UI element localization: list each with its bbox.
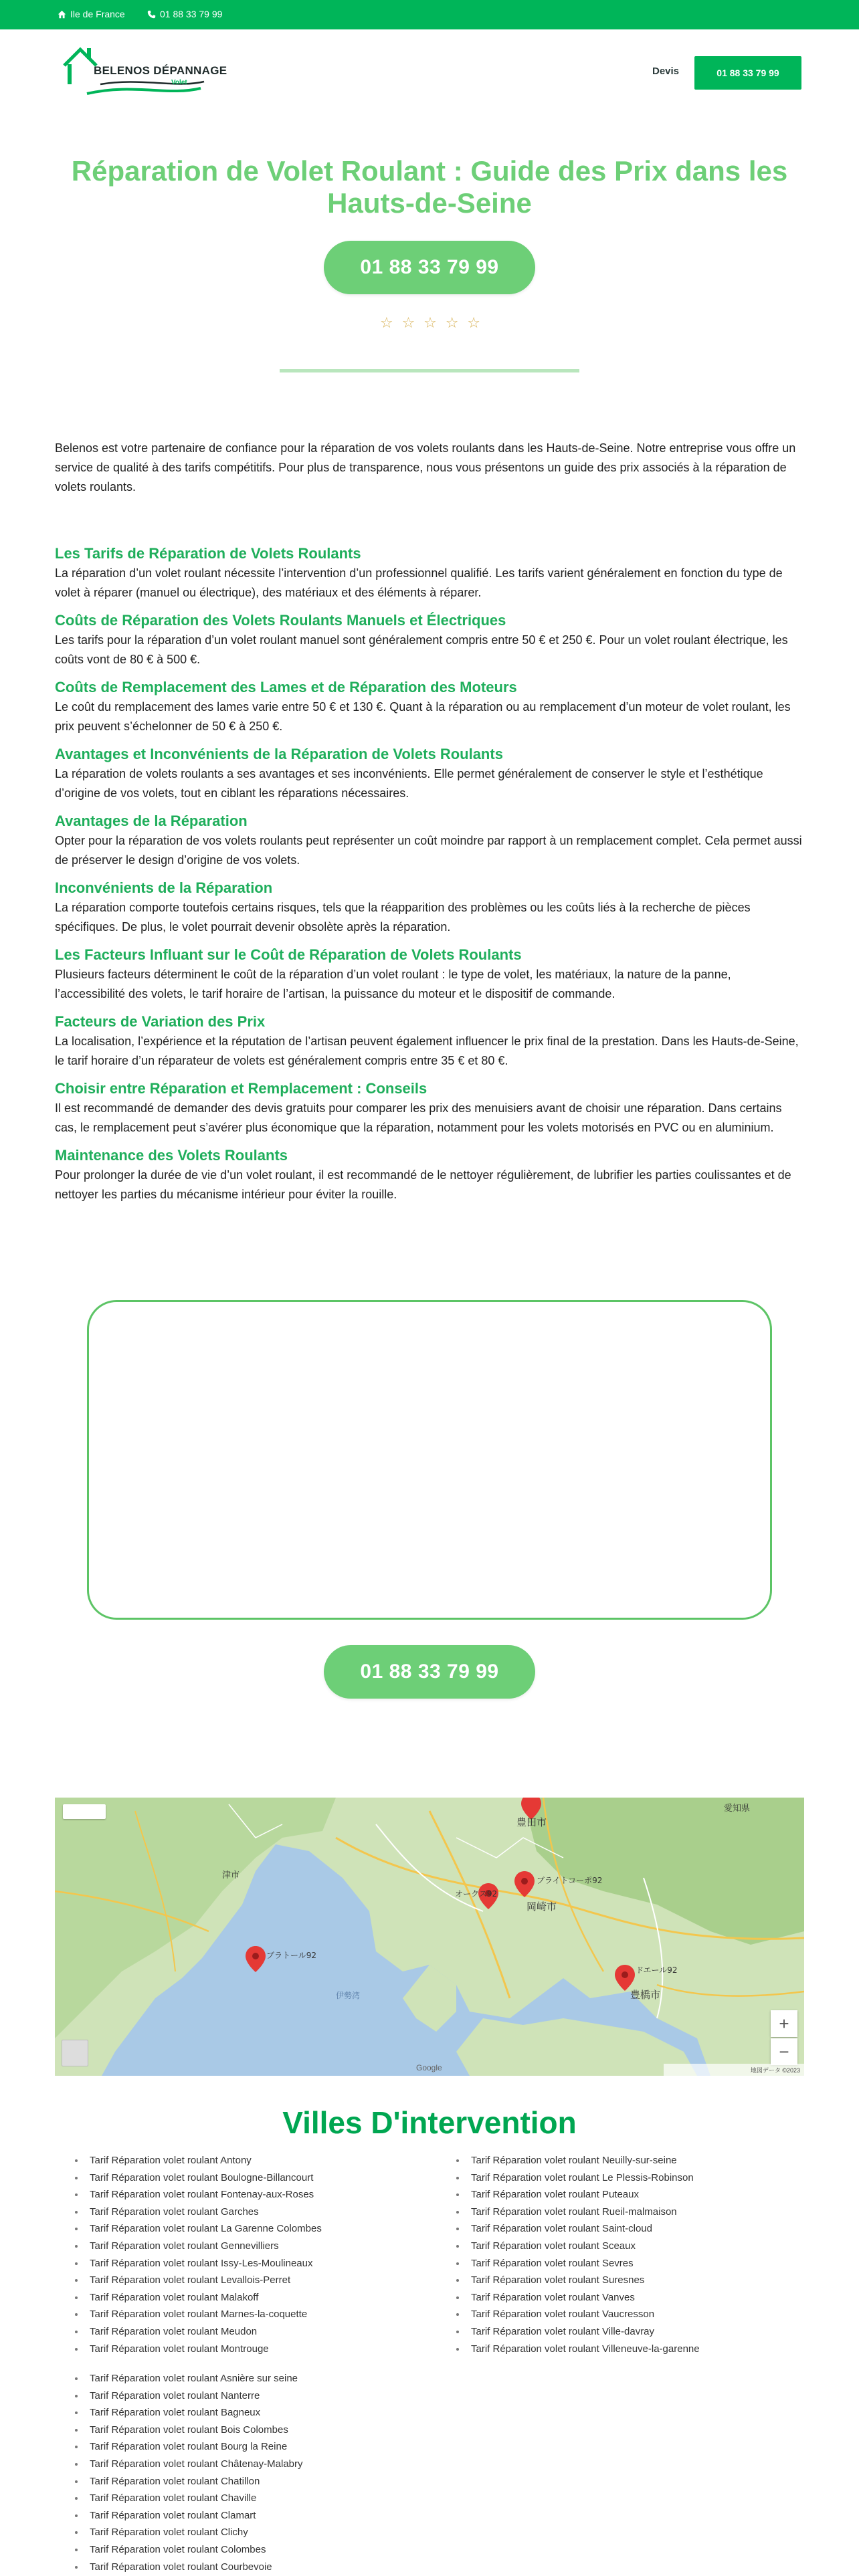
city-link[interactable]: Tarif Réparation volet roulant Saint-cloud (436, 2220, 811, 2238)
topbar-phone-text: 01 88 33 79 99 (160, 9, 223, 19)
city-link[interactable]: Tarif Réparation volet roulant Clamart (55, 2507, 430, 2525)
map-label: 愛知県 (724, 1804, 751, 1814)
section-text: La réparation de volets roulants a ses avantages et ses inconvénients. Elle permet généralement de conserver le style et l’esthétique d’origine de vos volets, tout en ciblant les réparations nécessaires. (55, 767, 763, 800)
map-pin-label: ブライトコーポ92 (537, 1876, 603, 1885)
city-link[interactable]: Tarif Réparation volet roulant Bois Colombes (55, 2422, 430, 2439)
city-link[interactable]: Tarif Réparation volet roulant Asnière sur seine (55, 2370, 430, 2387)
section-heading: Coûts de Remplacement des Lames et de Réparation des Moteurs (55, 679, 517, 695)
city-link[interactable]: Tarif Réparation volet roulant Sceaux (436, 2238, 811, 2255)
map-label: 津市 (222, 1870, 240, 1881)
section-heading: Coûts de Réparation des Volets Roulants Manuels et Électriques (55, 612, 506, 629)
google-map[interactable] (55, 1798, 804, 2076)
home-icon (58, 10, 66, 19)
map-canvas[interactable] (55, 1798, 804, 2076)
city-list-c (55, 2370, 430, 2575)
city-link[interactable]: Tarif Réparation volet roulant Puteaux (436, 2186, 811, 2204)
city-link[interactable]: Tarif Réparation volet roulant Rueil-malmaison (436, 2204, 811, 2221)
section-text: Pour prolonger la durée de vie d’un volet roulant, il est recommandé de le nettoyer régulièrement, de lubrifier les parties coulissantes et de nettoyer les parties du mécanisme intérieur pour éviter la rouille. (55, 1168, 791, 1201)
section-heading: Avantages et Inconvénients de la Réparation de Volets Roulants (55, 746, 503, 762)
city-link[interactable]: Tarif Réparation volet roulant Garches (55, 2204, 430, 2221)
map-label: 豊橋市 (630, 1989, 661, 2001)
section-text: Opter pour la réparation de vos volets roulants peut représenter un coût moindre par rapport à un remplacement complet. Cela permet aussi de préserver le design d’origine de vos volets. (55, 834, 802, 867)
map-label: 岡崎市 (527, 1901, 557, 1913)
section-heading: Choisir entre Réparation et Remplacement : Conseils (55, 1080, 427, 1097)
city-link[interactable]: Tarif Réparation volet roulant Vaucresson (436, 2306, 811, 2323)
section-heading: Inconvénients de la Réparation (55, 879, 273, 896)
city-link[interactable]: Tarif Réparation volet roulant Bagneux (55, 2404, 430, 2422)
section-text: Il est recommandé de demander des devis gratuits pour comparer les prix des menuisiers avant de choisir une réparation. Dans certains cas, le remplacement peut s’avérer plus économique que la réparation, notamment pour les volets motorisés en PVC ou en aluminium. (55, 1101, 782, 1134)
google-logo: Google (416, 2063, 442, 2072)
villes-title: Villes D'intervention (282, 2105, 577, 2140)
call-button-top[interactable]: 01 88 33 79 99 (324, 241, 535, 294)
section-text: La réparation comporte toutefois certains risques, tels que la réapparition des problèmes ou les coûts liés à la recherche de pièces spécifiques. De plus, le volet pourrait devenir obsolète après la réparation. (55, 901, 751, 934)
city-link[interactable]: Tarif Réparation volet roulant Châtenay-Malabry (55, 2456, 430, 2473)
section-text: Plusieurs facteurs déterminent le coût de la réparation d’un volet roulant : le type de volet, les matériaux, la nature de la panne, l’accessibilité des volets, le tarif horaire de l’artisan, la puissance du moteur et le dispositif de commande. (55, 968, 731, 1000)
phone-icon (147, 10, 156, 19)
location-info (58, 9, 125, 19)
site-header (0, 29, 859, 116)
embed-frame[interactable] (87, 1300, 772, 1620)
street-view-icon[interactable] (62, 2040, 88, 2066)
section-text: Le coût du remplacement des lames varie entre 50 € et 130 €. Quant à la réparation ou au remplacement d’un moteur de volet roulant, les prix peuvent s’échelonner de 50 € à 250 €. (55, 700, 791, 733)
city-link[interactable]: Tarif Réparation volet roulant Neuilly-sur-seine (436, 2152, 811, 2169)
city-link[interactable]: Tarif Réparation volet roulant Suresnes (436, 2272, 811, 2289)
map-pin-label: ブラトール92 (266, 1951, 317, 1960)
page-title: Réparation de Volet Roulant : Guide des Prix dans les Hauts-de-Seine (71, 155, 788, 219)
city-link[interactable]: Tarif Réparation volet roulant Clichy (55, 2524, 430, 2541)
map-label: 伊勢湾 (336, 1991, 361, 2000)
article-content (55, 439, 804, 1204)
map-pin[interactable] (246, 1946, 266, 1972)
city-link[interactable]: Tarif Réparation volet roulant Sevres (436, 2255, 811, 2272)
map-label: 豊田市 (516, 1816, 547, 1828)
map-attribution: 地図データ ©2023 (664, 2064, 804, 2076)
city-link[interactable]: Tarif Réparation volet roulant Bourg la Reine (55, 2438, 430, 2456)
map-pin-label: オークス92 (455, 1889, 498, 1899)
logo-brand-text: BELENOS DÉPANNAGE (94, 64, 227, 77)
city-link[interactable]: Tarif Réparation volet roulant Ville-davray (436, 2323, 811, 2341)
star-icon: ☆ (467, 314, 480, 331)
topbar-phone-link[interactable] (147, 9, 222, 19)
section-text: La réparation d’un volet roulant nécessite l’intervention d’un professionnel qualifié. Les tarifs varient généralement en fonction du type de volet à réparer (manuel ou électrique), des matériaux et des éléments à réparer. (55, 566, 783, 599)
star-icon: ☆ (401, 314, 415, 331)
section-text: La localisation, l’expérience et la réputation de l’artisan peuvent également influencer le prix final de la prestation. Dans les Hauts-de-Seine, le tarif horaire d’un réparateur de volets est généralement compris entre 35 € et 80 €. (55, 1035, 799, 1067)
nav-devis-link[interactable]: Devis (652, 66, 680, 77)
city-link[interactable]: Tarif Réparation volet roulant Vanves (436, 2289, 811, 2306)
map-pin-label: ドエール92 (636, 1965, 678, 1975)
city-link[interactable]: Tarif Réparation volet roulant Antony (55, 2152, 430, 2169)
section-heading: Avantages de la Réparation (55, 813, 248, 829)
city-link[interactable]: Tarif Réparation volet roulant Montrouge (55, 2341, 430, 2358)
city-link[interactable]: Tarif Réparation volet roulant Chatillon (55, 2473, 430, 2490)
city-link[interactable]: Tarif Réparation volet roulant Issy-Les-Moulineaux (55, 2255, 430, 2272)
city-link[interactable]: Tarif Réparation volet roulant Marnes-la-coquette (55, 2306, 430, 2323)
nav-phone-button[interactable]: 01 88 33 79 99 (694, 56, 801, 90)
section-heading: Maintenance des Volets Roulants (55, 1147, 288, 1164)
city-list-a (55, 2152, 430, 2357)
city-link[interactable]: Tarif Réparation volet roulant Meudon (55, 2323, 430, 2341)
star-icon: ☆ (423, 314, 437, 331)
star-icon: ☆ (380, 314, 393, 331)
city-link[interactable]: Tarif Réparation volet roulant Le Plessis-Robinson (436, 2169, 811, 2187)
city-link[interactable]: Tarif Réparation volet roulant Chaville (55, 2490, 430, 2507)
city-link[interactable]: Tarif Réparation volet roulant La Garenne Colombes (55, 2220, 430, 2238)
intro-paragraph: Belenos est votre partenaire de confiance pour la réparation de vos volets roulants dans les Hauts-de-Seine. Notre entreprise vous offre un service de qualité à des tarifs compétitifs. Pour plus de transparence, nous vous présentons un guide des prix associés à la réparation de volets roulants. (55, 441, 796, 494)
section-heading: Facteurs de Variation des Prix (55, 1013, 266, 1030)
section-heading: Les Facteurs Influant sur le Coût de Réparation de Volets Roulants (55, 946, 522, 963)
hero-divider (280, 369, 579, 372)
city-link[interactable]: Tarif Réparation volet roulant Levallois-Perret (55, 2272, 430, 2289)
city-link[interactable]: Tarif Réparation volet roulant Colombes (55, 2541, 430, 2559)
logo[interactable] (60, 44, 234, 100)
city-link[interactable]: Tarif Réparation volet roulant Boulogne-Billancourt (55, 2169, 430, 2187)
logo-sub-text: Volet (171, 79, 187, 86)
city-link[interactable]: Tarif Réparation volet roulant Gennevilliers (55, 2238, 430, 2255)
section-text: Les tarifs pour la réparation d’un volet roulant manuel sont généralement compris entre 50 € et 250 €. Pour un volet roulant électrique, les coûts vont de 80 € à 500 €. (55, 633, 788, 666)
zoom-out-button[interactable]: − (771, 2038, 797, 2065)
rating-stars (380, 314, 480, 332)
city-list-b (436, 2152, 811, 2357)
zoom-in-button[interactable]: + (771, 2010, 797, 2037)
section-heading: Les Tarifs de Réparation de Volets Roulants (55, 545, 361, 562)
city-link[interactable]: Tarif Réparation volet roulant Fontenay-aux-Roses (55, 2186, 430, 2204)
call-button-bottom[interactable]: 01 88 33 79 99 (324, 1645, 535, 1699)
city-link[interactable]: Tarif Réparation volet roulant Villeneuve-la-garenne (436, 2341, 811, 2358)
location-text: Ile de France (70, 9, 125, 19)
map-type-control[interactable] (63, 1804, 106, 1819)
city-link[interactable]: Tarif Réparation volet roulant Nanterre (55, 2387, 430, 2405)
star-icon: ☆ (445, 314, 459, 331)
top-bar (0, 0, 859, 29)
city-link[interactable]: Tarif Réparation volet roulant Malakoff (55, 2289, 430, 2306)
city-link[interactable]: Tarif Réparation volet roulant Courbevoie (55, 2559, 430, 2576)
